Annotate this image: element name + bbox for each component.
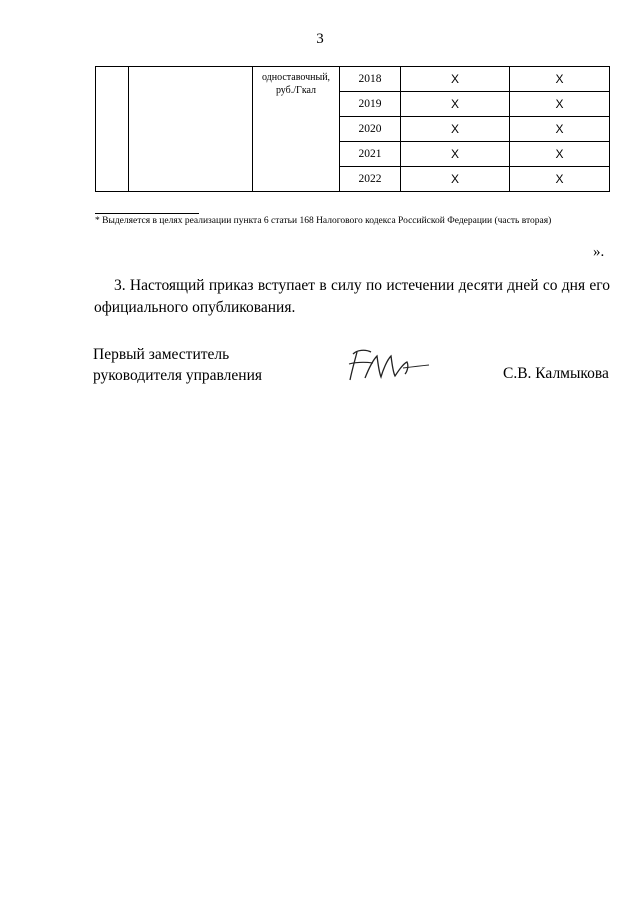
value-cell: Х: [510, 142, 610, 167]
year-cell: 2020: [340, 117, 401, 142]
empty-name-cell: [129, 67, 253, 192]
footnote: * Выделяется в целях реализации пункта 6 статьи 168 Налогового кодекса Российской Федерации (часть вторая): [95, 216, 552, 226]
value-cell: Х: [401, 117, 510, 142]
paragraph-3: 3. Настоящий приказ вступает в силу по истечении десяти дней со дня его официального опубликования.: [94, 277, 610, 316]
year-cell: 2021: [340, 142, 401, 167]
tariff-table: [95, 66, 610, 192]
value-cell: Х: [401, 67, 510, 92]
footnote-divider: [95, 213, 199, 214]
value-cell: Х: [401, 167, 510, 192]
value-cell: Х: [510, 67, 610, 92]
position-line-1: Первый заместитель: [93, 346, 230, 363]
value-cell: Х: [510, 92, 610, 117]
page-number: 3: [316, 31, 324, 47]
year-cell: 2022: [340, 167, 401, 192]
value-cell: Х: [510, 117, 610, 142]
handwritten-signature: [343, 346, 433, 384]
empty-number-cell: [96, 67, 129, 192]
signer-name: С.В. Калмыкова: [503, 365, 609, 382]
value-cell: Х: [401, 142, 510, 167]
value-cell: Х: [401, 92, 510, 117]
unit-cell: одноставочный, руб./Гкал: [253, 67, 340, 192]
signatory-position: [93, 344, 262, 386]
year-cell: 2019: [340, 92, 401, 117]
year-cell: 2018: [340, 67, 401, 92]
closing-quote: ».: [593, 244, 605, 260]
value-cell: Х: [510, 167, 610, 192]
table-row: [96, 67, 610, 92]
position-line-2: руководителя управления: [93, 367, 263, 384]
